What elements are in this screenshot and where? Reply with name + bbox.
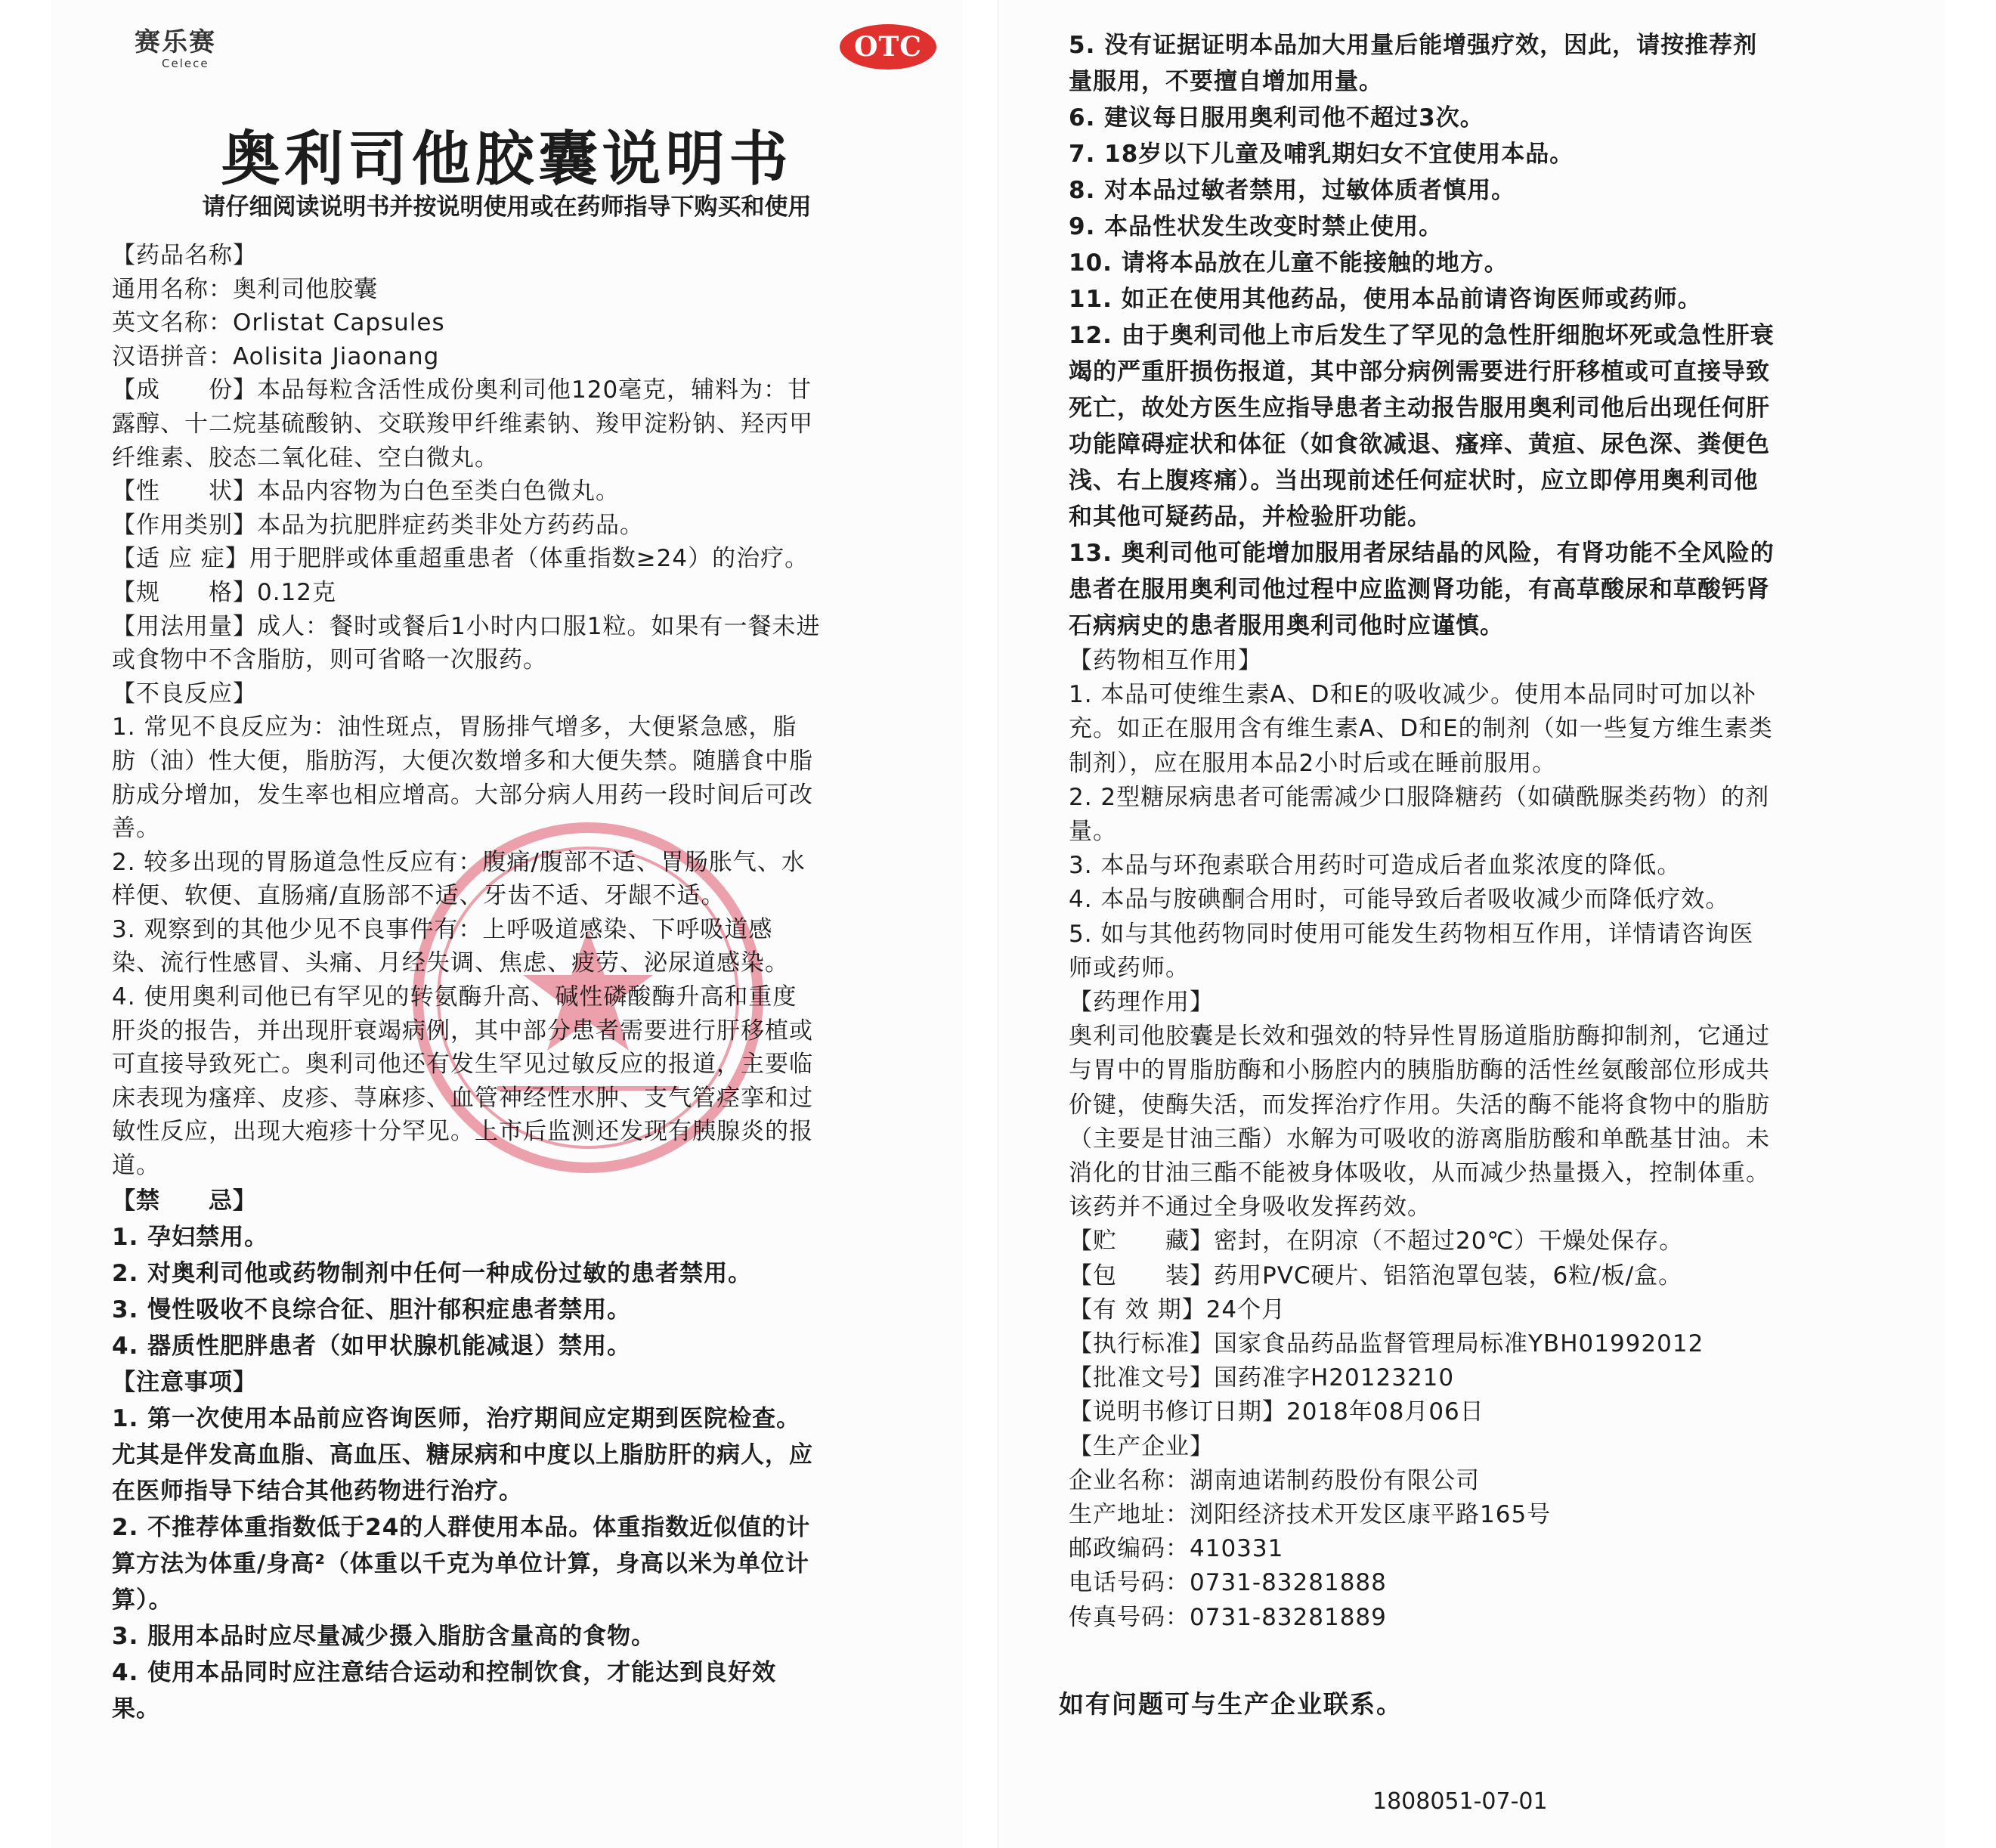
right-text-line: 电话号码：0731-83281888 (1069, 1569, 1387, 1597)
right-bold-text-line: 和其他可疑药品，并检验肝功能。 (1069, 503, 1431, 531)
left-text-line: 肪（油）性大便，脂肪泻，大便次数增多和大便失禁。随膳食中脂 (112, 747, 813, 775)
right-body-text (1069, 27, 1938, 1635)
right-bold-text-line: 13. 奥利司他可能增加服用者尿结晶的风险，有肾功能不全风险的 (1069, 540, 1775, 567)
left-bold-text-line: 【禁 忌】 (112, 1187, 257, 1215)
right-bold-text-line: 量服用，不要擅自增加用量。 (1069, 68, 1383, 95)
batch-code: 1808051-07-01 (1372, 1788, 1548, 1815)
left-bold-text-line: 4. 器质性肥胖患者（如甲状腺机能减退）禁用。 (112, 1332, 632, 1360)
contact-note: 如有问题可与生产企业联系。 (1059, 1689, 1403, 1719)
right-text-line: 邮政编码：410331 (1069, 1535, 1284, 1563)
left-bold-lines (112, 1183, 962, 1727)
document-title: 奥利司他胶囊说明书 (221, 125, 793, 193)
left-text-line: 2. 较多出现的胃肠道急性反应有：腹痛/腹部不适、胃肠胀气、水 (112, 848, 806, 876)
left-text-line: 床表现为瘙痒、皮疹、荨麻疹、血管神经性水肿、支气管痉挛和过 (112, 1084, 813, 1112)
right-bold-text-line: 11. 如正在使用其他药品，使用本品前请咨询医师或药师。 (1069, 286, 1702, 313)
left-text-line: 英文名称：Orlistat Capsules (112, 309, 445, 337)
left-bold-text-line: 1. 孕妇禁用。 (112, 1223, 269, 1251)
left-bold-text-line: 果。 (112, 1695, 160, 1723)
right-bold-text-line: 死亡，故处方医生应指导患者主动报告服用奥利司他后出现任何肝 (1069, 395, 1770, 422)
left-page (51, 0, 962, 1848)
right-text-line: 消化的甘油三酯不能被身体吸收，从而减少热量摄入，控制体重。 (1069, 1159, 1770, 1187)
brand-logo (135, 21, 216, 70)
left-text-line: 可直接导致死亡。奥利司他还有发生罕见过敏反应的报道，主要临 (112, 1051, 813, 1079)
left-bold-text-line: 尤其是伴发高血脂、高血压、糖尿病和中度以上脂肪肝的病人，应 (112, 1441, 813, 1469)
right-bold-text-line: 8. 对本品过敏者禁用，过敏体质者慎用。 (1069, 177, 1516, 204)
right-text-line: 【药理作用】 (1069, 989, 1214, 1017)
right-text-line: （主要是甘油三酯）水解为可吸收的游离脂肪酸和单酰基甘油。未 (1069, 1125, 1770, 1153)
right-text-line: 3. 本品与环孢素联合用药时可造成后者血浆浓度的降低。 (1069, 852, 1682, 880)
right-text-line: 【贮 藏】密封，在阴凉（不超过20℃）干燥处保存。 (1069, 1227, 1684, 1255)
left-text-line: 4. 使用奥利司他已有罕见的转氨酶升高、碱性磷酸酶升高和重度 (112, 983, 797, 1011)
left-text-line: 【作用类别】本品为抗肥胖症药类非处方药药品。 (112, 511, 644, 539)
left-text-line: 样便、软便、直肠痛/直肠部不适、牙齿不适、牙龈不适。 (112, 882, 726, 910)
left-text-line: 【药品名称】 (112, 242, 257, 269)
right-normal-lines (1069, 644, 1938, 1635)
left-normal-lines (112, 239, 962, 1183)
left-text-line: 【性 状】本品内容物为白色至类白色微丸。 (112, 478, 620, 506)
left-bold-text-line: 4. 使用本品同时应注意结合运动和控制饮食，才能达到良好效 (112, 1658, 777, 1686)
right-text-line: 与胃中的胃脂肪酶和小肠腔内的胰脂肪酶的活性丝氨酸部位形成共 (1069, 1057, 1770, 1085)
right-text-line: 价键，使酶失活，而发挥治疗作用。失活的酶不能将食物中的脂肪 (1069, 1091, 1770, 1119)
right-text-line: 【执行标准】国家食品药品监督管理局标准YBH01992012 (1069, 1330, 1704, 1358)
brand-name-en: Celece (162, 57, 209, 70)
left-bold-text-line: 2. 不推荐体重指数低于24的人群使用本品。体重指数近似值的计 (112, 1513, 811, 1541)
right-text-line: 1. 本品可使维生素A、D和E的吸收减少。使用本品同时可加以补 (1069, 681, 1757, 709)
left-text-line: 纤维素、胶态二氧化硅、空白微丸。 (112, 444, 499, 472)
right-text-line: 【批准文号】国药准字H20123210 (1069, 1364, 1455, 1392)
right-text-line: 4. 本品与胺碘酮合用时，可能导致后者吸收减少而降低疗效。 (1069, 886, 1730, 914)
right-text-line: 量。 (1069, 818, 1117, 846)
left-text-line: 【不良反应】 (112, 679, 257, 707)
page-gutter (962, 0, 998, 1848)
right-text-line: 传真号码：0731-83281889 (1069, 1603, 1387, 1631)
right-bold-lines (1069, 27, 1938, 644)
left-text-line: 3. 观察到的其他少见不良事件有：上呼吸道感染、下呼吸道感 (112, 915, 773, 943)
right-bold-text-line: 9. 本品性状发生改变时禁止使用。 (1069, 213, 1444, 240)
left-text-line: 肝炎的报告，并出现肝衰竭病例，其中部分患者需要进行肝移植或 (112, 1017, 813, 1045)
right-bold-text-line: 10. 请将本品放在儿童不能接触的地方。 (1069, 249, 1509, 277)
brand-name-cn: 赛乐赛 (135, 27, 216, 57)
right-text-line: 【说明书修订日期】2018年08月06日 (1069, 1398, 1484, 1426)
right-bold-text-line: 浅、右上腹疼痛）。当出现前述任何症状时，应立即停用奥利司他 (1069, 467, 1759, 494)
left-text-line: 【规 格】0.12克 (112, 578, 337, 606)
right-text-line: 奥利司他胶囊是长效和强效的特异性胃肠道脂肪酶抑制剂，它通过 (1069, 1023, 1770, 1051)
right-text-line: 生产地址：浏阳经济技术开发区康平路165号 (1069, 1501, 1552, 1529)
right-bold-text-line: 功能障碍症状和体征（如食欲减退、瘙痒、黄疸、尿色深、粪便色 (1069, 431, 1770, 458)
right-text-line: 【生产企业】 (1069, 1432, 1214, 1460)
right-text-line: 【药物相互作用】 (1069, 647, 1262, 674)
right-page (998, 0, 1945, 1848)
right-bold-text-line: 5. 没有证据证明本品加大用量后能增强疗效，因此，请按推荐剂 (1069, 32, 1758, 59)
left-text-line: 道。 (112, 1152, 160, 1180)
right-bold-text-line: 石病病史的患者服用奥利司他时应谨慎。 (1069, 612, 1504, 639)
right-bold-text-line: 竭的严重肝损伤报道，其中部分病例需要进行肝移植或可直接导致 (1069, 358, 1770, 385)
right-text-line: 师或药师。 (1069, 954, 1190, 982)
right-bold-text-line: 患者在服用奥利司他过程中应监测肾功能，有高草酸尿和草酸钙肾 (1069, 576, 1770, 603)
right-text-line: 【有 效 期】24个月 (1069, 1295, 1286, 1323)
right-bold-text-line: 7. 18岁以下儿童及哺乳期妇女不宜使用本品。 (1069, 141, 1574, 168)
left-bold-text-line: 3. 服用本品时应尽量减少摄入脂肪含量高的食物。 (112, 1622, 656, 1650)
right-text-line: 5. 如与其他药物同时使用可能发生药物相互作用，详情请咨询医 (1069, 920, 1754, 948)
left-bold-text-line: 【注意事项】 (112, 1368, 257, 1396)
left-text-line: 染、流行性感冒、头痛、月经失调、焦虑、疲劳、泌尿道感染。 (112, 949, 789, 977)
left-bold-text-line: 1. 第一次使用本品前应咨询医师，治疗期间应定期到医院检查。 (112, 1404, 801, 1432)
right-text-line: 充。如正在服用含有维生素A、D和E的制剂（如一些复方维生素类 (1069, 715, 1773, 743)
left-text-line: 善。 (112, 815, 160, 843)
document-subtitle: 请仔细阅读说明书并按说明使用或在药师指导下购买和使用 (202, 193, 812, 221)
left-bold-text-line: 算）。 (112, 1586, 173, 1614)
right-bold-text-line: 12. 由于奥利司他上市后发生了罕见的急性肝细胞坏死或急性肝衰 (1069, 322, 1775, 349)
right-bold-text-line: 6. 建议每日服用奥利司他不超过3次。 (1069, 104, 1484, 132)
right-text-line: 【包 装】药用PVC硬片、铝箔泡罩包装，6粒/板/盒。 (1069, 1261, 1683, 1289)
left-text-line: 敏性反应，出现大疱疹十分罕见。上市后监测还发现有胰腺炎的报 (112, 1118, 813, 1146)
left-text-line: 【用法用量】成人：餐时或餐后1小时内口服1粒。如果有一餐未进 (112, 612, 821, 640)
right-text-line: 该药并不通过全身吸收发挥药效。 (1069, 1193, 1431, 1221)
left-body-text (112, 239, 962, 1727)
left-text-line: 【适 应 症】用于肥胖或体重超重患者（体重指数≥24）的治疗。 (112, 545, 809, 573)
right-text-line: 制剂），应在服用本品2小时后或在睡前服用。 (1069, 749, 1557, 777)
left-text-line: 露醇、十二烷基硫酸钠、交联羧甲纤维素钠、羧甲淀粉钠、羟丙甲 (112, 410, 813, 438)
otc-badge: OTC (840, 24, 936, 70)
left-bold-text-line: 2. 对奥利司他或药物制剂中任何一种成份过敏的患者禁用。 (112, 1259, 753, 1287)
left-text-line: 汉语拼音：Aolisita Jiaonang (112, 342, 440, 370)
left-text-line: 通用名称：奥利司他胶囊 (112, 275, 378, 303)
left-bold-text-line: 算方法为体重/身高²（体重以千克为单位计算，身高以米为单位计 (112, 1549, 809, 1577)
left-text-line: 【成 份】本品每粒含活性成份奥利司他120毫克，辅料为：甘 (112, 376, 812, 404)
left-text-line: 或食物中不含脂肪，则可省略一次服药。 (112, 646, 547, 674)
right-text-line: 2. 2型糖尿病患者可能需减少口服降糖药（如磺酰脲类药物）的剂 (1069, 783, 1770, 811)
left-text-line: 1. 常见不良反应为：油性斑点，胃肠排气增多，大便紧急感，脂 (112, 714, 797, 741)
left-bold-text-line: 3. 慢性吸收不良综合征、胆汁郁积症患者禁用。 (112, 1295, 632, 1323)
left-bold-text-line: 在医师指导下结合其他药物进行治疗。 (112, 1477, 523, 1505)
right-text-line: 企业名称：湖南迪诺制药股份有限公司 (1069, 1466, 1480, 1494)
left-text-line: 肪成分增加，发生率也相应增高。大部分病人用药一段时间后可改 (112, 781, 813, 809)
